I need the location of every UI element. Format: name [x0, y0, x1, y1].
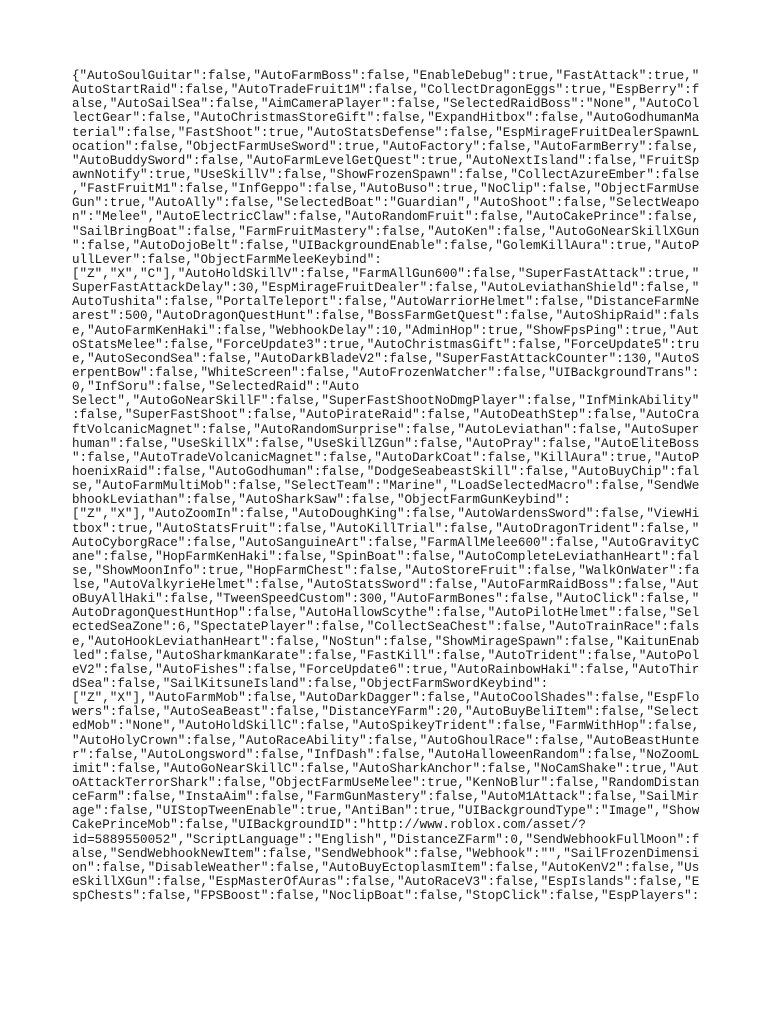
text-line: tbox":true,"AutoStatsFruit":false,"AutoKillTrial":false,"AutoDragonTrident":false,": [72, 521, 700, 536]
text-line: 0,"InfSoru":false,"SelectedRaid":"Auto: [72, 380, 360, 395]
text-line: imit":false,"AutoGoNearSkillC":false,"AutoSharkAnchor":false,"NoCamShake":true,"Aut: [72, 761, 700, 776]
text-line: se,"ShowMoonInfo":true,"HopFarmChest":false,"AutoStoreFruit":false,"WalkOnWater":fa: [72, 563, 700, 578]
text-line: ["Z","X"],"AutoFarmMob":false,"AutoDarkDagger":false,"AutoCoolShades":false,"EspFlo: [72, 691, 700, 706]
text-line: ftVolcanicMagnet":false,"AutoRandomSurprise":false,"AutoLeviathan":false,"AutoSuper: [72, 422, 700, 437]
text-line: ,"FastFruitM1":false,"InfGeppo":false,"AutoBuso":true,"NoClip":false,"ObjectFarmUse: [72, 182, 700, 197]
text-line: ane":false,"HopFarmKenHaki":false,"SpinBoat":false,"AutoCompleteLeviathanHeart":fal: [72, 549, 700, 564]
text-line: alse,"SendWebhookNewItem":false,"SendWebhook":false,"Webhook":"","SailFrozenDimensi: [72, 846, 700, 861]
text-line: se,"AutoFarmMultiMob":false,"SelectTeam":"Marine","LoadSelectedMacro":false,"SendWe: [72, 479, 700, 494]
text-line: oAttackTerrorShark":false,"ObjectFarmUseMelee":true,"KenNoBlur":false,"RandomDistan: [72, 776, 700, 791]
text-line: lse,"AutoValkyrieHelmet":false,"AutoStatsSword":false,"AutoFarmRaidBoss":false,"Aut: [72, 578, 700, 593]
text-line: led":false,"AutoSharkmanKarate":false,"FastKill":false,"AutoTrident":false,"AutoPol: [72, 648, 700, 663]
text-line: "AutoBuddySword":false,"AutoFarmLevelGetQuest":true,"AutoNextIsland":false,"FruitSp: [72, 153, 700, 168]
text-line: on":false,"DisableWeather":false,"AutoBuyEctoplasmItem":false,"AutoKenV2":false,"Us: [72, 860, 700, 875]
text-line: eV2":false,"AutoFishes":false,"ForceUpdate6":true,"AutoRainbowHaki":false,"AutoThir: [72, 662, 700, 677]
text-line: arest":500,"AutoDragonQuestHunt":false,"BossFarmGetQuest":false,"AutoShipRaid":fals: [72, 309, 700, 324]
text-line: alse,"AutoSailSea":false,"AimCameraPlayer":false,"SelectedRaidBoss":"None","AutoCol: [72, 97, 700, 112]
json-text-block: [72, 69, 702, 903]
text-line: edMob":"None","AutoHoldSkillC":false,"AutoSpikeyTrident":false,"FarmWithHop":false,: [72, 719, 700, 734]
text-line: terial":false,"FastShoot":true,"AutoStatsDefense":false,"EspMirageFruitDealerSpawnL: [72, 125, 700, 140]
text-line: eSkillXGun":false,"EspMasterOfAuras":false,"AutoRaceV3":false,"EspIslands":false,"E: [72, 875, 700, 890]
text-line: ocation":false,"ObjectFarmUseSword":true,"AutoFactory":false,"AutoFarmBerry":false,: [72, 139, 700, 154]
text-line: e,"AutoHookLeviathanHeart":false,"NoStun":false,"ShowMirageSpawn":false,"KaitunEnab: [72, 634, 700, 649]
text-line: oBuyAllHaki":false,"TweenSpeedCustom":300,"AutoFarmBones":false,"AutoClick":false,": [72, 592, 700, 607]
text-line: e,"AutoFarmKenHaki":false,"WebhookDelay":10,"AdminHop":true,"ShowFpsPing":true,"Aut: [72, 323, 700, 338]
text-line: bhookLeviathan":false,"AutoSharkSaw":false,"ObjectFarmGunKeybind":: [72, 493, 571, 508]
text-line: ceFarm":false,"InstaAim":false,"FarmGunMastery":false,"AutoM1Attack":false,"SailMir: [72, 790, 700, 805]
text-line: id=5889550052","ScriptLanguage":"English","DistanceZFarm":0,"SendWebhookFullMoon":f: [72, 832, 700, 847]
text-line: oStatsMelee":false,"ForceUpdate3":true,"AutoChristmasGift":false,"ForceUpdate5":tru: [72, 337, 700, 352]
text-line: e,"AutoSecondSea":false,"AutoDarkBladeV2":false,"SuperFastAttackCounter":130,"AutoS: [72, 351, 700, 366]
text-line: AutoDragonQuestHuntHop":false,"AutoHallowScythe":false,"AutoPilotHelmet":false,"Sel: [72, 606, 700, 621]
text-line: ullLever":false,"ObjectFarmMeleeKeybind":: [72, 252, 382, 267]
text-line: dSea":false,"SailKitsuneIsland":false,"ObjectFarmSwordKeybind":: [72, 677, 549, 692]
text-line: {"AutoSoulGuitar":false,"AutoFarmBoss":false,"EnableDebug":true,"FastAttack":true,": [72, 69, 700, 83]
text-line: "SailBringBoat":false,"FarmFruitMastery":false,"AutoKen":false,"AutoGoNearSkillXGun: [72, 224, 700, 239]
text-line: Gun":true,"AutoAlly":false,"SelectedBoat":"Guardian","AutoShoot":false,"SelectWeapo: [72, 196, 700, 211]
text-line: lectGear":false,"AutoChristmasStoreGift":false,"ExpandHitbox":false,"AutoGodhumanMa: [72, 111, 700, 126]
text-line: awnNotify":true,"UseSkillV":false,"ShowFrozenSpawn":false,"CollectAzureEmber":false: [72, 167, 700, 182]
text-line: CakePrinceMob":false,"UIBackgroundID":"http://www.roblox.com/asset/?: [72, 818, 586, 833]
text-line: AutoCyborgRace":false,"AutoSanguineArt":false,"FarmAllMelee600":false,"AutoGravityC: [72, 535, 700, 550]
text-line: "AutoHolyCrown":false,"AutoRaceAbility":false,"AutoGhoulRace":false,"AutoBeastHunte: [72, 733, 700, 748]
text-line: wers":false,"AutoSeaBeast":false,"DistanceYFarm":20,"AutoBuyBeliItem":false,"Select: [72, 705, 700, 720]
text-line: ["Z","X"],"AutoZoomIn":false,"AutoDoughKing":false,"AutoWardensSword":false,"ViewHi: [72, 507, 700, 522]
text-line: :false,"SuperFastShoot":false,"AutoPirateRaid":false,"AutoDeathStep":false,"AutoCra: [72, 408, 700, 423]
text-line: ["Z","X","C"],"AutoHoldSkillV":false,"FarmAllGun600":false,"SuperFastAttack":true,": [72, 266, 700, 281]
text-line: n":"Melee","AutoElectricClaw":false,"AutoRandomFruit":false,"AutoCakePrince":false,: [72, 210, 700, 225]
text-line: r":false,"AutoLongsword":false,"InfDash":false,"AutoHalloweenRandom":false,"NoZoomL: [72, 747, 700, 762]
text-line: AutoStartRaid":false,"AutoTradeFruit1M":false,"CollectDragonEggs":true,"EspBerry":f: [72, 83, 700, 98]
text-line: ectedSeaZone":6,"SpectatePlayer":false,"CollectSeaChest":false,"AutoTrainRace":fals: [72, 620, 700, 635]
text-line: ":false,"AutoTradeVolcanicMagnet":false,"AutoDarkCoat":false,"KillAura":true,"AutoP: [72, 450, 700, 465]
text-line: erpentBow":false,"WhiteScreen":false,"AutoFrozenWatcher":false,"UIBackgroundTrans":: [72, 365, 700, 380]
text-line: ":false,"AutoDojoBelt":false,"UIBackgroundEnable":false,"GolemKillAura":true,"AutoP: [72, 238, 700, 253]
text-line: human":false,"UseSkillX":false,"UseSkillZGun":false,"AutoPray":false,"AutoEliteBoss: [72, 436, 700, 451]
text-line: hoenixRaid":false,"AutoGodhuman":false,"DodgeSeabeastSkill":false,"AutoBuyChip":fal: [72, 464, 700, 479]
text-line: Select","AutoGoNearSkillF":false,"SuperFastShootNoDmgPlayer":false,"InfMinkAbility": [72, 394, 700, 409]
text-line: spChests":false,"FPSBoost":false,"NoclipBoat":false,"StopClick":false,"EspPlayers":: [72, 889, 700, 904]
text-line: AutoTushita":false,"PortalTeleport":false,"AutoWarriorHelmet":false,"DistanceFarmNe: [72, 295, 700, 310]
text-line: SuperFastAttackDelay":30,"EspMirageFruitDealer":false,"AutoLeviathanShield":false,": [72, 281, 700, 296]
text-line: age":false,"UIStopTweenEnable":true,"AntiBan":true,"UIBackgroundType":"Image","Show: [72, 804, 700, 819]
